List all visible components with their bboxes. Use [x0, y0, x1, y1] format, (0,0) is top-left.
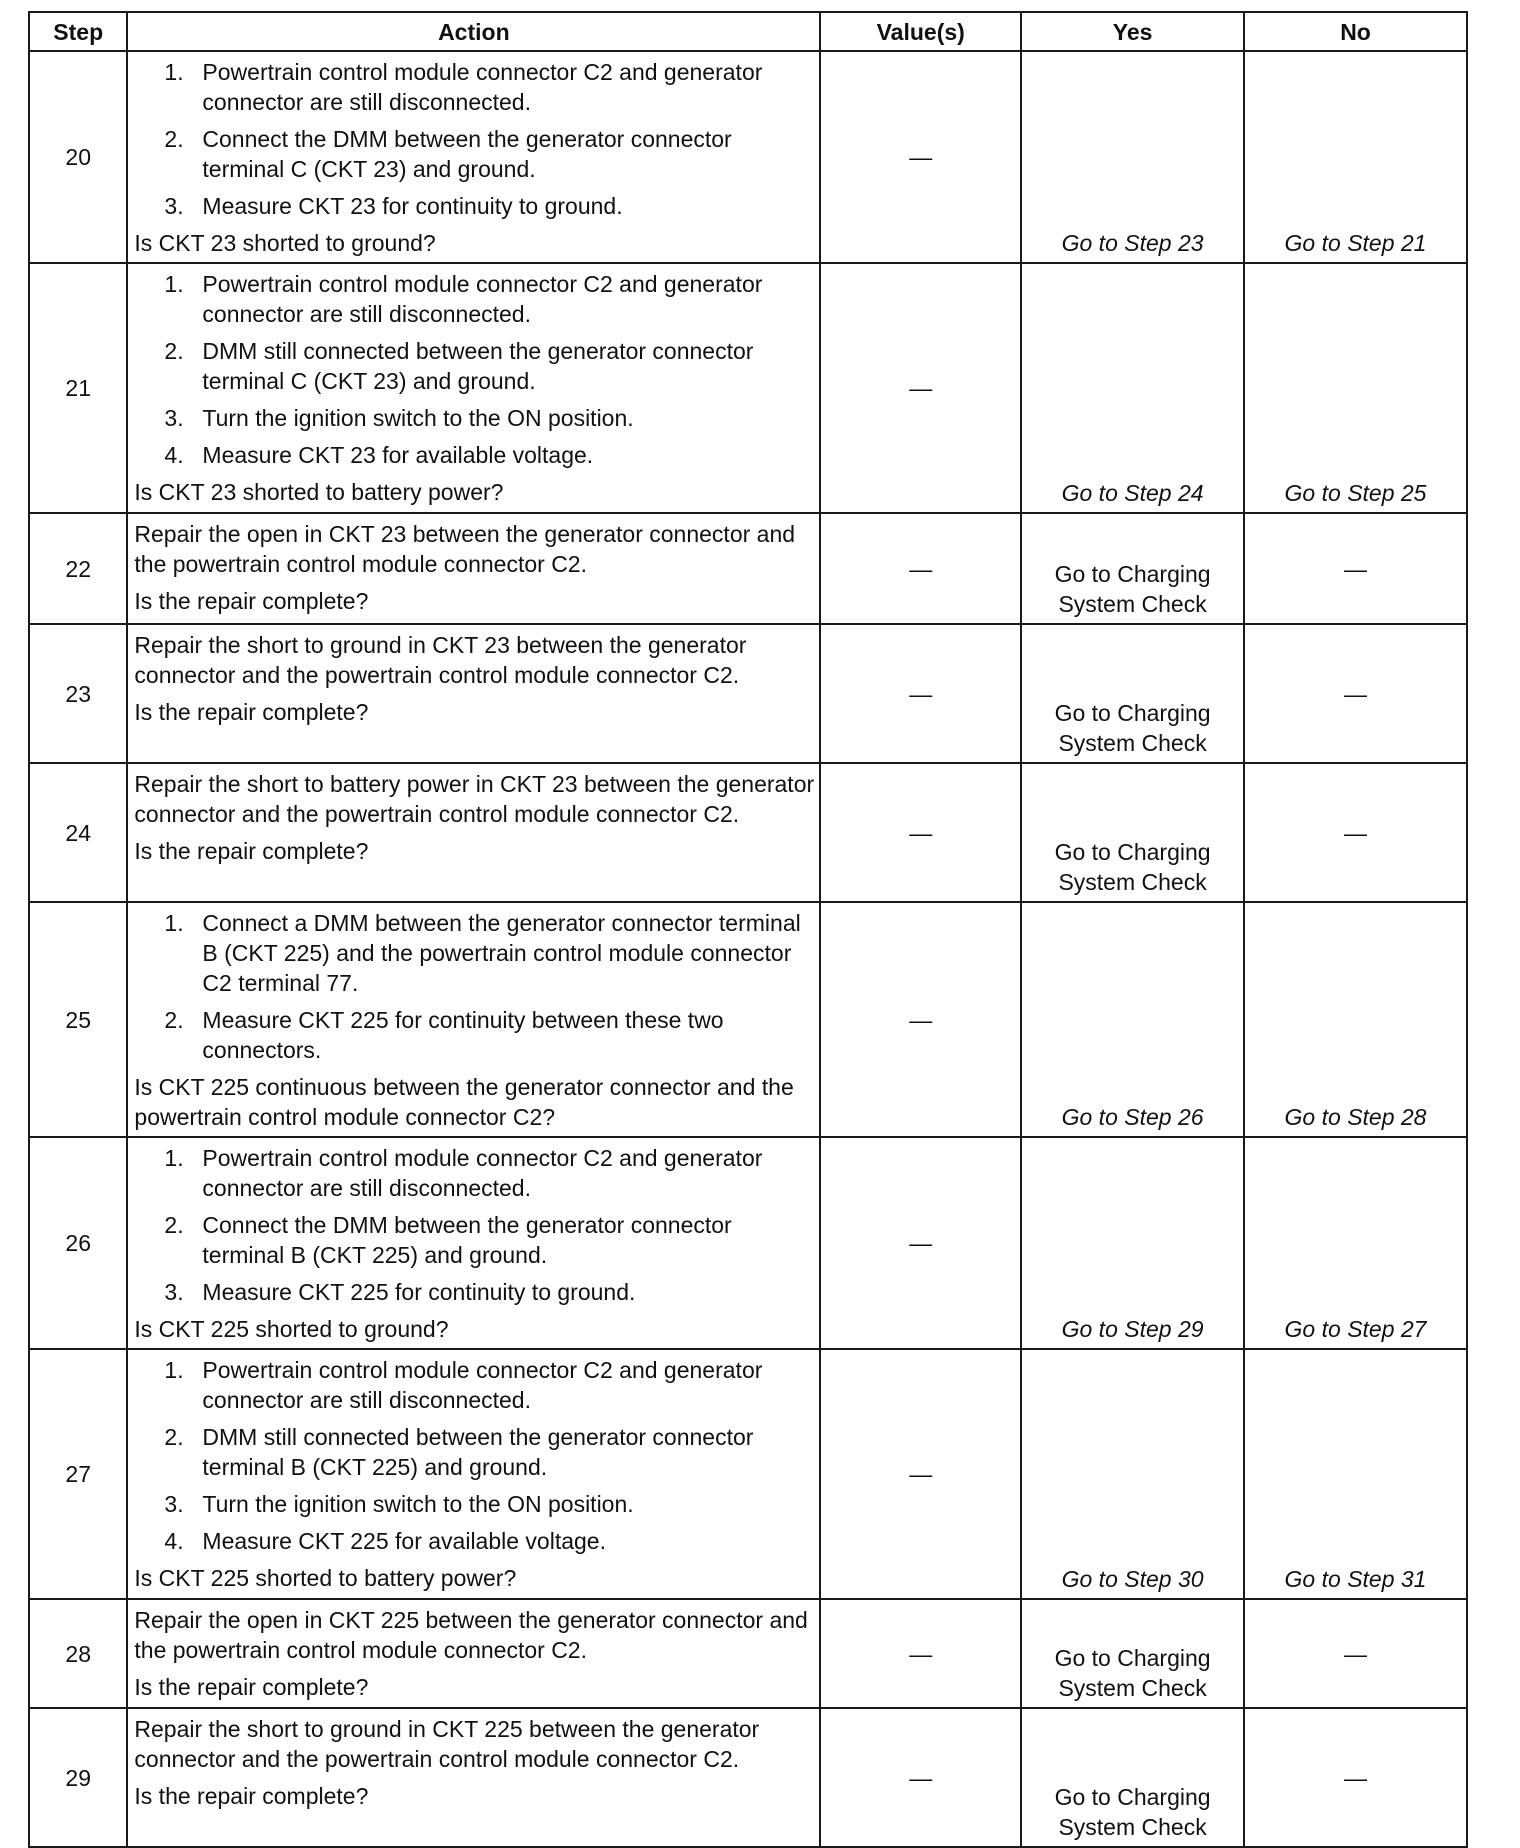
table-row [29, 1708, 1467, 1847]
no-result: Go to Step 28 [1244, 902, 1467, 1137]
action-question: Is CKT 225 shorted to ground? [134, 1316, 449, 1342]
action-question: Is CKT 23 shorted to ground? [134, 230, 436, 256]
value-cell: — [820, 1349, 1021, 1599]
yes-result: Go to Charging System Check [1021, 1708, 1244, 1847]
action-step: Measure CKT 225 for continuity to ground. [202, 1279, 636, 1305]
action-question: Is the repair complete? [134, 1674, 369, 1700]
no-result: — [1244, 1708, 1467, 1847]
action-steps [134, 1143, 815, 1307]
table-row [29, 1137, 1467, 1349]
value-cell: — [820, 51, 1021, 263]
action-step: Connect a DMM between the generator connector terminal B (CKT 225) and the powertrain control module connector C2 terminal 77. [202, 910, 801, 996]
action-cell [127, 1708, 820, 1847]
no-result: — [1244, 624, 1467, 763]
value-cell: — [820, 763, 1021, 902]
yes-result: Go to Charging System Check [1021, 763, 1244, 902]
header-step: Step [29, 12, 127, 51]
table-row [29, 1599, 1467, 1708]
action-cell [127, 263, 820, 513]
action-steps [134, 908, 815, 1065]
step-number: 24 [29, 763, 127, 902]
header-yes: Yes [1021, 12, 1244, 51]
action-steps [134, 1355, 815, 1556]
table-row [29, 263, 1467, 513]
action-cell [127, 1599, 820, 1708]
value-cell: — [820, 263, 1021, 513]
table-row [29, 1349, 1467, 1599]
step-number: 28 [29, 1599, 127, 1708]
action-text: Repair the short to ground in CKT 23 between the generator connector and the powertrain control module connector C2. [134, 632, 747, 688]
value-cell: — [820, 1137, 1021, 1349]
action-cell [127, 624, 820, 763]
action-cell [127, 51, 820, 263]
action-question: Is the repair complete? [134, 838, 369, 864]
step-number: 25 [29, 902, 127, 1137]
action-step: Powertrain control module connector C2 and generator connector are still disconnected. [202, 1357, 763, 1413]
action-step: Powertrain control module connector C2 and generator connector are still disconnected. [202, 271, 763, 327]
action-step: Measure CKT 23 for available voltage. [202, 442, 594, 468]
header-value: Value(s) [820, 12, 1021, 51]
action-text: Repair the open in CKT 225 between the generator connector and the powertrain control module connector C2. [134, 1607, 808, 1663]
value-cell: — [820, 1708, 1021, 1847]
action-question: Is CKT 23 shorted to battery power? [134, 479, 504, 505]
yes-result: Go to Step 24 [1021, 263, 1244, 513]
value-cell: — [820, 1599, 1021, 1708]
step-number: 23 [29, 624, 127, 763]
action-step: Measure CKT 225 for continuity between these two connectors. [202, 1007, 724, 1063]
action-question: Is CKT 225 continuous between the generator connector and the powertrain control module connector C2? [134, 1074, 794, 1130]
action-cell [127, 763, 820, 902]
action-question: Is the repair complete? [134, 588, 369, 614]
step-number: 26 [29, 1137, 127, 1349]
yes-result: Go to Charging System Check [1021, 513, 1244, 624]
step-number: 27 [29, 1349, 127, 1599]
diagnostic-table [28, 11, 1468, 1848]
action-question: Is the repair complete? [134, 1783, 369, 1809]
no-result: Go to Step 25 [1244, 263, 1467, 513]
action-step: Measure CKT 225 for available voltage. [202, 1528, 606, 1554]
action-step: Connect the DMM between the generator connector terminal B (CKT 225) and ground. [202, 1212, 732, 1268]
action-step: Powertrain control module connector C2 and generator connector are still disconnected. [202, 59, 763, 115]
table-row [29, 51, 1467, 263]
action-step: DMM still connected between the generator connector terminal C (CKT 23) and ground. [202, 338, 754, 394]
step-number: 21 [29, 263, 127, 513]
action-step: Measure CKT 23 for continuity to ground. [202, 193, 623, 219]
header-no: No [1244, 12, 1467, 51]
header-action: Action [127, 12, 820, 51]
no-result: — [1244, 513, 1467, 624]
action-step: DMM still connected between the generator connector terminal B (CKT 225) and ground. [202, 1424, 754, 1480]
step-number: 22 [29, 513, 127, 624]
no-result: Go to Step 21 [1244, 51, 1467, 263]
yes-result: Go to Step 30 [1021, 1349, 1244, 1599]
yes-result: Go to Step 26 [1021, 902, 1244, 1137]
table-row [29, 513, 1467, 624]
value-cell: — [820, 624, 1021, 763]
action-cell [127, 902, 820, 1137]
action-cell [127, 1137, 820, 1349]
yes-result: Go to Charging System Check [1021, 624, 1244, 763]
action-cell [127, 1349, 820, 1599]
action-steps [134, 269, 815, 470]
action-step: Turn the ignition switch to the ON position. [202, 405, 634, 431]
action-cell [127, 513, 820, 624]
table-row [29, 624, 1467, 763]
action-step: Turn the ignition switch to the ON position. [202, 1491, 634, 1517]
no-result: — [1244, 1599, 1467, 1708]
action-steps [134, 57, 815, 221]
header-row [29, 12, 1467, 51]
yes-result: Go to Charging System Check [1021, 1599, 1244, 1708]
action-step: Powertrain control module connector C2 and generator connector are still disconnected. [202, 1145, 763, 1201]
table-row [29, 763, 1467, 902]
value-cell: — [820, 902, 1021, 1137]
table-row [29, 902, 1467, 1137]
action-text: Repair the open in CKT 23 between the generator connector and the powertrain control module connector C2. [134, 521, 796, 577]
action-text: Repair the short to ground in CKT 225 between the generator connector and the powertrain control module connector C2. [134, 1716, 760, 1772]
yes-result: Go to Step 23 [1021, 51, 1244, 263]
action-question: Is the repair complete? [134, 699, 369, 725]
value-cell: — [820, 513, 1021, 624]
yes-result: Go to Step 29 [1021, 1137, 1244, 1349]
action-step: Connect the DMM between the generator connector terminal C (CKT 23) and ground. [202, 126, 732, 182]
no-result: Go to Step 27 [1244, 1137, 1467, 1349]
step-number: 20 [29, 51, 127, 263]
step-number: 29 [29, 1708, 127, 1847]
no-result: Go to Step 31 [1244, 1349, 1467, 1599]
action-text: Repair the short to battery power in CKT 23 between the generator connector and the powertrain control module connector C2. [134, 771, 815, 827]
no-result: — [1244, 763, 1467, 902]
action-question: Is CKT 225 shorted to battery power? [134, 1565, 517, 1591]
